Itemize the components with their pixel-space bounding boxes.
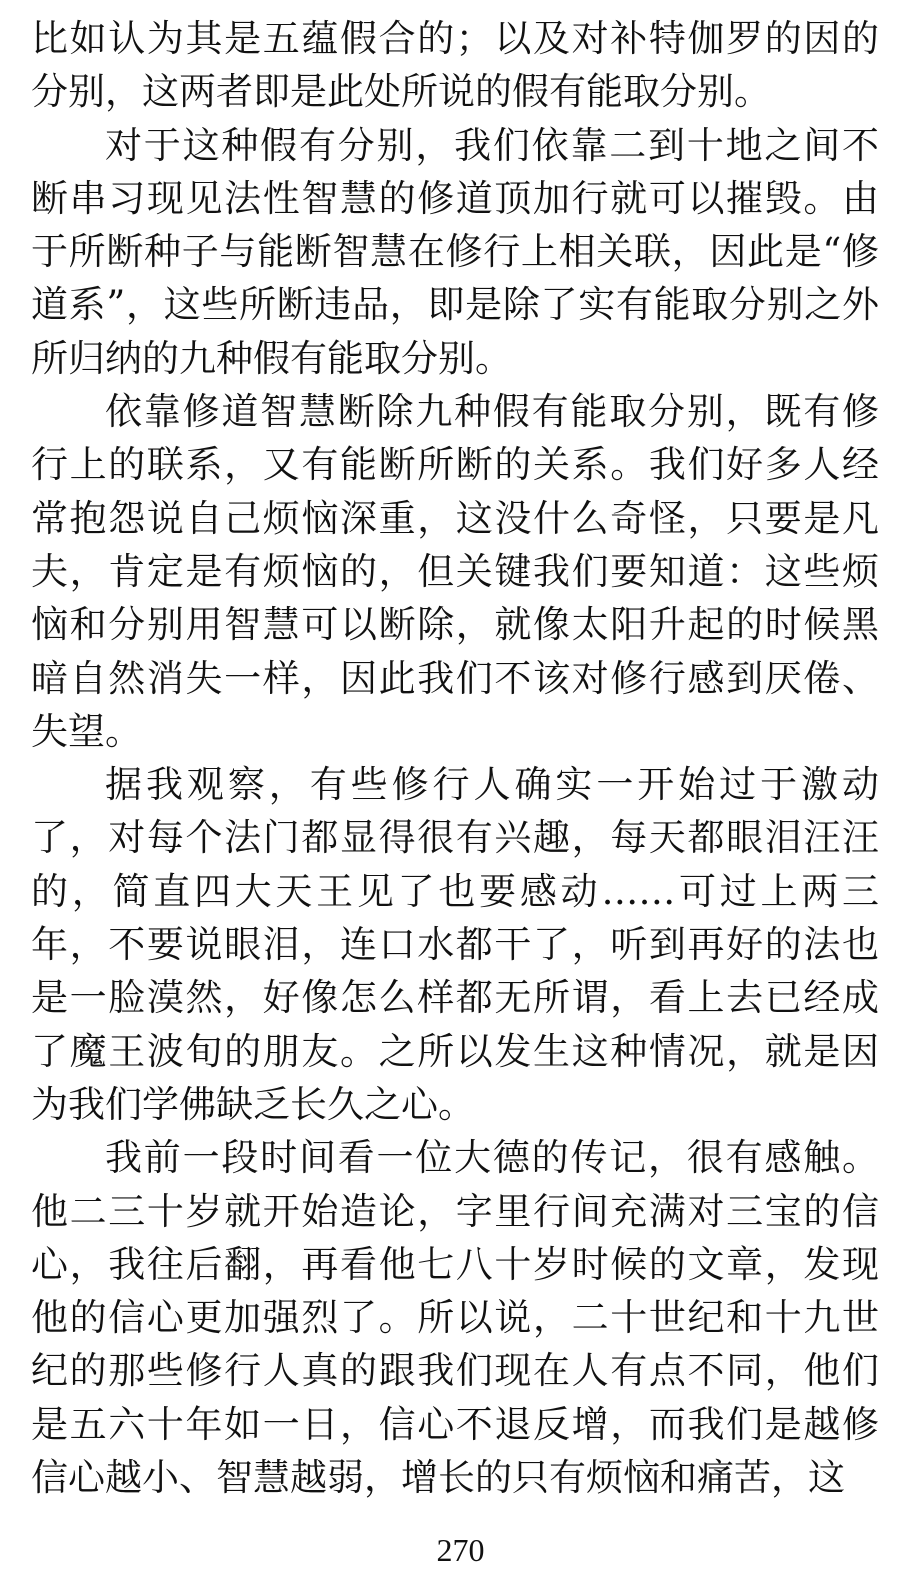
paragraph: 依靠修道智慧断除九种假有能取分别，既有修行上的联系，又有能断所断的关系。我们好多人经常抱怨说自己烦恼深重，这没什么奇怪，只要是凡夫，肯定是有烦恼的，但关键我们要知道：这些烦恼和分别用智慧可以断除，就像太阳升起的时候黑暗自然消失一样，因此我们不该对修行感到厌倦、失望。 <box>31 390 879 753</box>
paragraph: 我前一段时间看一位大德的传记，很有感触。他二三十岁就开始造论，字里行间充满对三宝的信心，我往后翻，再看他七八十岁时候的文章，发现他的信心更加强烈了。所以说，二十世纪和十九世纪的那些修行人真的跟我们现在人有点不同，他们是五六十年如一日，信心不退反增，而我们是越修信心越小、智慧越弱，增长的只有烦恼和痛苦，这 <box>31 1136 879 1500</box>
body-text <box>31 12 879 1504</box>
page-number: 270 <box>436 1532 485 1568</box>
paragraph: 对于这种假有分别，我们依靠二到十地之间不断串习现见法性智慧的修道顶加行就可以摧毁。由于所断种子与能断智慧在修行上相关联，因此是“修道系”，这些所断违品，即是除了实有能取分别之外所归纳的九种假有能取分别。 <box>31 123 879 380</box>
paragraph-continued: 比如认为其是五蕴假合的；以及对补特伽罗的因的分别，这两者即是此处所说的假有能取分别。 <box>31 17 879 114</box>
paragraph: 据我观察，有些修行人确实一开始过于激动了，对每个法门都显得很有兴趣，每天都眼泪汪汪的，简直四大天王见了也要感动……可过上两三年，不要说眼泪，连口水都干了，听到再好的法也是一脸漠然，好像怎么样都无所谓，看上去已经成了魔王波旬的朋友。之所以发生这种情况，就是因为我们学佛缺乏长久之心。 <box>31 763 879 1126</box>
